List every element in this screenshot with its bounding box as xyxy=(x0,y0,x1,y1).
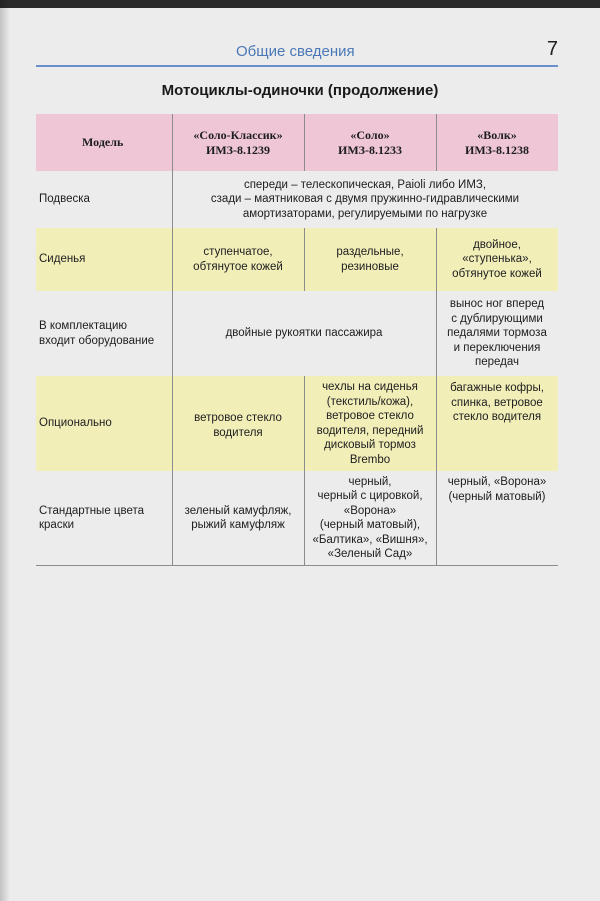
grid-line-col1 xyxy=(172,114,173,565)
colors-solo: черный, черный с цировкой, «Ворона» (черный матовый), «Балтика», «Вишня», «Зеленый Сад» xyxy=(312,475,428,560)
equipment-label: В комплектацию входит оборудование xyxy=(39,320,155,347)
table-title: Мотоциклы-одиночки (продолжение) xyxy=(161,82,439,99)
section-title: Общие сведения xyxy=(236,43,355,60)
page-binding-shadow xyxy=(0,0,10,901)
grid-line-col3-header xyxy=(436,114,437,171)
seats-volk: двойное, «ступенька», обтянутое кожей xyxy=(452,238,542,280)
seats-solo-classic: ступенчатое, обтянутое кожей xyxy=(193,246,283,273)
header-solo: «Соло» ИМЗ-8.1233 xyxy=(338,127,402,157)
table-row-suspension xyxy=(36,171,558,228)
table-header-row xyxy=(36,114,558,171)
seats-label: Сиденья xyxy=(39,253,86,266)
colors-volk: черный, «Ворона» (черный матовый) xyxy=(447,476,547,503)
suspension-label: Подвеска xyxy=(39,193,90,206)
equipment-solo-classic-solo: двойные рукоятки пассажира xyxy=(225,327,383,340)
page-top-edge xyxy=(0,0,600,8)
grid-line-col2-bottom xyxy=(304,376,305,565)
seats-solo: раздельные, резиновые xyxy=(336,246,404,273)
optional-label: Опционально xyxy=(39,417,112,430)
optional-volk: багажные кофры, спинка, ветровое стекло водителя xyxy=(450,382,544,423)
table-row-seats xyxy=(36,228,558,291)
colors-solo-classic: зеленый камуфляж, рыжий камуфляж xyxy=(184,504,292,531)
colors-label: Стандартные цвета краски xyxy=(39,504,145,531)
header-rule xyxy=(36,65,558,67)
grid-line-col2-header xyxy=(304,114,305,171)
header-solo-classic: «Соло-Классик» ИМЗ-8.1239 xyxy=(193,127,283,157)
page-header xyxy=(36,38,558,66)
table-row-optional xyxy=(36,376,558,471)
optional-solo: чехлы на сиденья (текстиль/кожа), ветровое стекло водителя, передний дисковый тормоз Brembo xyxy=(316,381,424,466)
table-row-equipment xyxy=(36,291,558,376)
table-row-colors xyxy=(36,471,558,565)
table-bottom-rule xyxy=(36,565,558,566)
header-model-label: Модель xyxy=(82,135,124,149)
header-volk: «Волк» ИМЗ-8.1238 xyxy=(465,127,529,157)
optional-solo-classic: ветровое стекло водителя xyxy=(194,412,282,439)
equipment-volk: вынос ног вперед с дублирующими педалями тормоза и переключения передач xyxy=(447,298,547,369)
grid-line-col3-bottom xyxy=(436,228,437,565)
grid-line-col2-seats xyxy=(304,228,305,291)
page-number: 7 xyxy=(546,38,558,60)
suspension-value: спереди – телескопическая, Paioli либо ИМЗ, сзади – маятниковая с двумя пружинно-гидравлическими амортизаторами, регулируемыми по нагрузке xyxy=(210,178,520,220)
